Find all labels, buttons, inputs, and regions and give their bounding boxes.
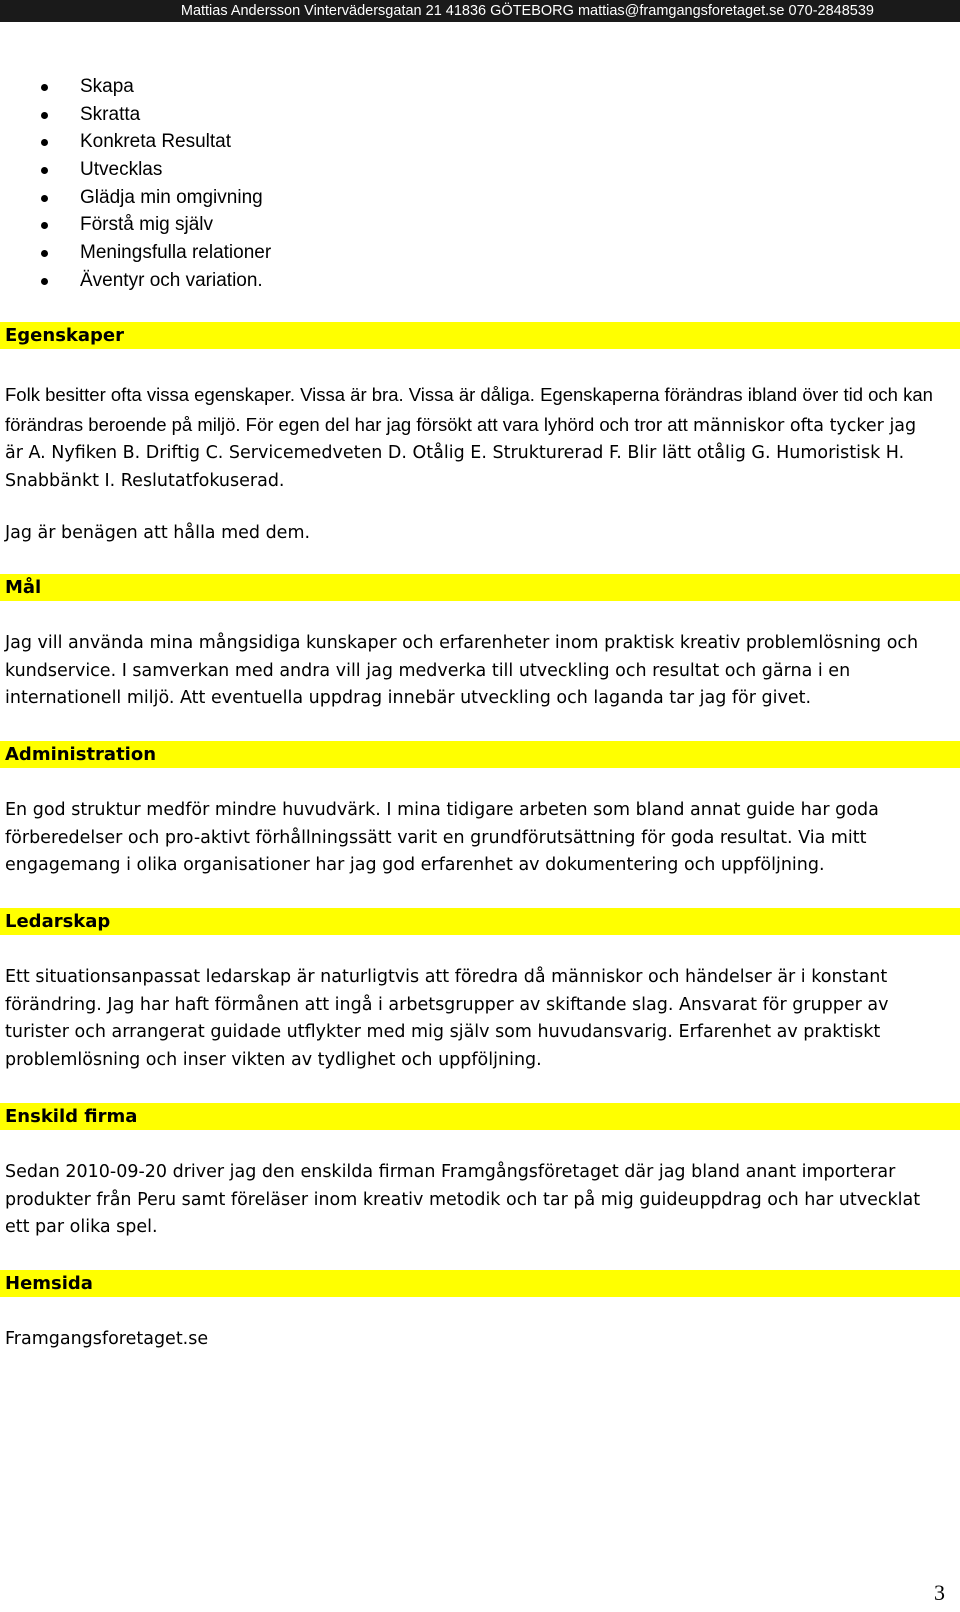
list-item xyxy=(40,184,271,212)
section-heading-hemsida: Hemsida xyxy=(0,1270,960,1297)
egenskaper-text-part1: Folk besitter ofta vissa egenskaper. Vissa är bra. Vissa är dåliga. Egenskaperna förändras ibland över tid och kan förändras beroende på miljö. För egen del har jag försökt att vara lyhörd och tror att xyxy=(5,384,933,435)
list-item-text: Skratta xyxy=(80,103,141,125)
mal-paragraph: Jag vill använda mina mångsidiga kunskaper och erfarenheter inom praktisk kreativ problemlösning och kundservice. I samverkan med andra vill jag medverka till utveckling och resultat och gärna i en internationell miljö. Att eventuella uppdrag innebär utveckling och laganda tar jag för givet. xyxy=(5,633,919,709)
bullet-icon xyxy=(41,250,48,257)
bullet-icon xyxy=(41,167,48,174)
list-item-text: Skapa xyxy=(80,76,134,97)
list-item-text: Glädja min omgivning xyxy=(80,186,263,208)
section-heading-mal: Mål xyxy=(0,574,960,601)
administration-paragraph: En god struktur medför mindre huvudvärk. I mina tidigare arbeten som bland annat guide har goda förberedelser och pro-aktivt förhållningssätt varit en grundförutsättning för goda resultat. Via mitt engagemang i olika organisationer har jag god erfarenhet av dokumentering och uppföljning. xyxy=(5,800,879,876)
ledarskap-paragraph: Ett situationsanpassat ledarskap är naturligtvis att föredra då människor och händelser är i konstant förändring. Jag har haft förmånen att ingå i arbetsgrupper av skiftande slag. Ansvarat för grupper av turister och arrangerat guidade utflykter med mig själv som huvudansvarig. Erfarenhet av praktiskt problemlösning och inser vikten av tydlighet och uppföljning. xyxy=(5,967,889,1071)
list-item xyxy=(40,73,271,101)
section-heading-egenskaper: Egenskaper xyxy=(0,322,960,349)
list-item-text: Utvecklas xyxy=(80,159,163,181)
list-item xyxy=(40,267,271,295)
section-heading-ledarskap: Ledarskap xyxy=(0,908,960,935)
egenskaper-text-part2: människor ofta tycker jag är A. Nyfiken B. Driftig C. Servicemedveten D. Otålig E. Strukturerad F. Blir lätt otålig G. Humoristisk H. Snabbänkt I. Reslutatfokuserad. xyxy=(5,415,917,492)
hemsida-link[interactable]: Framgangsforetaget.se xyxy=(5,1329,209,1349)
egenskaper-paragraph xyxy=(5,381,935,496)
section-heading-enskild-firma: Enskild firma xyxy=(0,1103,960,1130)
list-item xyxy=(40,128,271,156)
egenskaper-conclusion: Jag är benägen att hålla med dem. xyxy=(5,523,311,543)
section-heading-administration: Administration xyxy=(0,741,960,768)
list-item xyxy=(40,211,271,239)
list-item-text: Konkreta Resultat xyxy=(80,131,232,153)
bullet-icon xyxy=(41,112,48,119)
page-header: Mattias Andersson Vintervädersgatan 21 41836 GÖTEBORG mattias@framgangsforetaget.se 070-2848539 xyxy=(0,0,960,22)
list-item xyxy=(40,239,271,267)
list-item xyxy=(40,101,271,129)
bullet-icon xyxy=(41,222,48,229)
bullet-icon xyxy=(41,84,48,91)
list-item-text: Meningsfulla relationer xyxy=(80,242,272,264)
bullet-icon xyxy=(41,278,48,285)
list-item xyxy=(40,156,271,184)
values-list xyxy=(40,73,271,295)
page-number: 3 xyxy=(934,1580,945,1605)
bullet-icon xyxy=(41,195,48,202)
list-item-text: Förstå mig själv xyxy=(80,214,214,236)
list-item-text: Äventyr och variation. xyxy=(80,269,263,291)
bullet-icon xyxy=(41,139,48,146)
enskild-firma-paragraph: Sedan 2010-09-20 driver jag den enskilda firman Framgångsföretaget där jag bland anant importerar produkter från Peru samt föreläser inom kreativ metodik och tar på mig guideuppdrag och har utvecklat ett par olika spel. xyxy=(5,1162,921,1238)
